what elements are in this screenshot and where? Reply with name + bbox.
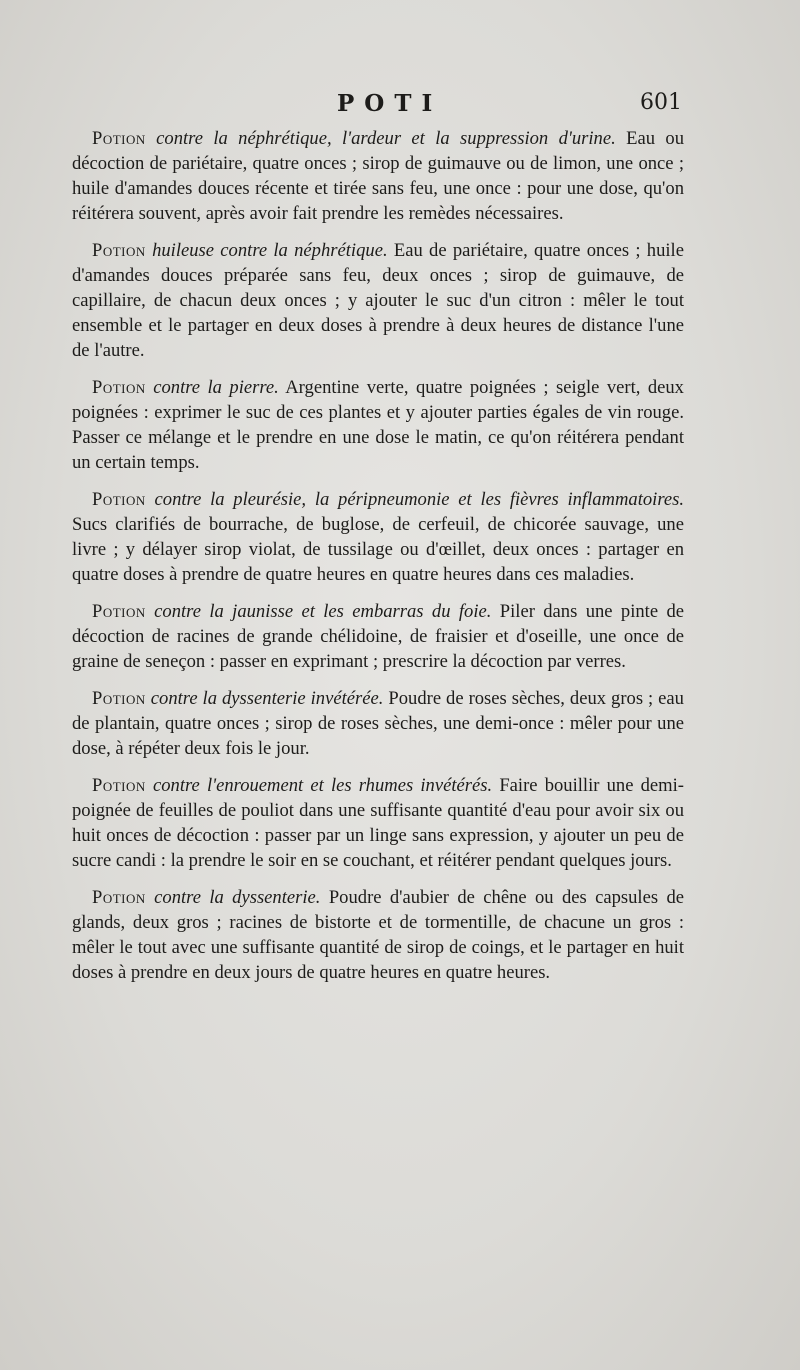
entry-subject: huileuse contre la néphrétique. bbox=[152, 240, 388, 261]
entry-subject: contre l'enrouement et les rhumes invétérés. bbox=[152, 775, 493, 796]
entry-subject: contre la néphrétique, l'ardeur et la suppression d'urine. bbox=[156, 128, 616, 149]
entry-subject: contre la dyssenterie. bbox=[154, 887, 321, 908]
entry-text: Piler dans une pinte de décoction de racines de grande chélidoine, de fraisier et d'oseille, une once de graine de seneçon : passer en exprimant ; prescrire la décoction par verres. bbox=[72, 601, 684, 672]
entry-dyssenterie-inveteree bbox=[72, 686, 684, 761]
entry-subject: contre la pierre. bbox=[153, 377, 279, 398]
entry-head: Potion bbox=[92, 775, 146, 796]
entry-text: Sucs clarifiés de bourrache, de buglose, de cerfeuil, de chicorée sauvage, une livre ; y délayer sirop violat, de tussilage ou d'œillet, deux onces : partager en quatre doses à prendre de quatre heures en quatre heures dans ces maladies. bbox=[72, 514, 684, 585]
entry-head: Potion bbox=[92, 887, 146, 908]
entry-head: Potion bbox=[92, 601, 146, 622]
entry-subject: contre la jaunisse et les embarras du foie. bbox=[154, 601, 492, 622]
entry-enrouement bbox=[72, 773, 684, 873]
entry-text: Argentine verte, quatre poignées ; seigle vert, deux poignées : exprimer le suc de ces plantes et y ajouter parties égales de vin rouge. Passer ce mélange et le prendre en une dose le matin, ce qu'on réitérera pendant un certain temps. bbox=[72, 377, 684, 473]
entry-pierre bbox=[72, 375, 684, 475]
entry-head: Potion bbox=[92, 377, 146, 398]
entry-text: Eau de pariétaire, quatre onces ; huile d'amandes douces préparée sans feu, deux onces ; sirop de guimauve, de capillaire, de chacun deux onces ; y ajouter le suc d'un citron : mêler le tout ensemble et le partager en deux doses à prendre à deux heures de distance l'une de l'autre. bbox=[72, 240, 684, 361]
entry-pleuresie bbox=[72, 487, 684, 587]
entry-subject: contre la dyssenterie invétérée. bbox=[150, 688, 384, 709]
entry-huileuse bbox=[72, 238, 684, 363]
entry-subject: contre la pleurésie, la péripneumonie et les fièvres inflammatoires. bbox=[154, 489, 685, 510]
entry-text: Poudre de roses sèches, deux gros ; eau de plantain, quatre onces ; sirop de roses sèches, une demi-once : mêler pour une dose, à répéter deux fois le jour. bbox=[72, 688, 684, 759]
entry-text: Faire bouillir une demi-poignée de feuilles de pouliot dans une suffisante quantité d'eau pour avoir six ou huit onces de décoction : passer par un linge sans expression, y ajouter un peu de sucre candi : la prendre le soir en se couchant, et réitérer pendant quelques jours. bbox=[72, 775, 685, 871]
page-header bbox=[0, 90, 800, 126]
entry-text: Poudre d'aubier de chêne ou des capsules de glands, deux gros ; racines de bistorte et de tormentille, de chacune un gros : mêler le tout avec une suffisante quantité de sirop de coings, et le partager en huit doses à prendre en deux jours de quatre heures en quatre heures. bbox=[72, 887, 685, 983]
entry-text: Eau ou décoction de pariétaire, quatre onces ; sirop de guimauve ou de limon, une once ; huile d'amandes douces récente et tirée sans feu, une once : pour une dose, qu'on réitérera souvent, après avoir fait prendre les remèdes nécessaires. bbox=[72, 128, 684, 224]
entry-head: Potion bbox=[92, 489, 146, 510]
entry-head: Potion bbox=[92, 688, 146, 709]
entry-jaunisse bbox=[72, 599, 684, 674]
entry-head: Potion bbox=[92, 240, 146, 261]
text-block bbox=[72, 126, 684, 997]
entry-head: Potion bbox=[92, 128, 146, 149]
entry-nephretique bbox=[72, 126, 684, 226]
entry-dyssenterie bbox=[72, 885, 684, 985]
page-number: 601 bbox=[640, 90, 682, 115]
running-title: POTI bbox=[337, 90, 443, 117]
